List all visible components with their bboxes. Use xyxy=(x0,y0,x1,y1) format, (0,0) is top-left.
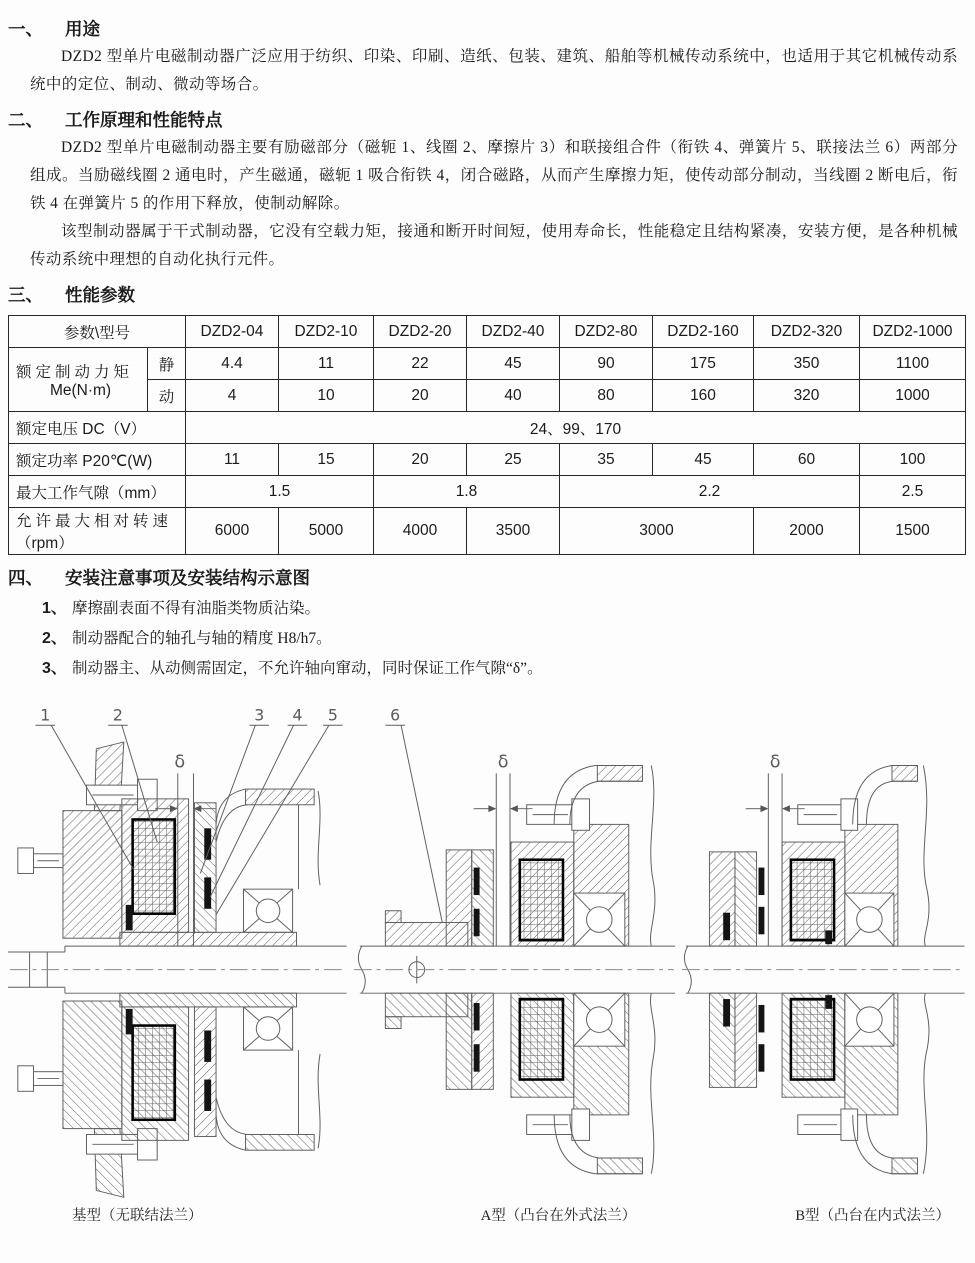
figure-captions xyxy=(8,1204,965,1225)
spring-leaf xyxy=(473,909,479,936)
list-item xyxy=(42,624,965,654)
value-cell: 100 xyxy=(860,444,966,476)
value-cell: 3500 xyxy=(467,508,560,555)
list-item-text: 制动器配合的轴孔与轴的精度 H8/h7。 xyxy=(72,630,332,647)
model-header: DZD2-20 xyxy=(374,316,467,348)
speed-label-cell xyxy=(9,508,186,555)
section-2-heading xyxy=(8,107,965,132)
value-cell: 60 xyxy=(754,444,860,476)
static-label-cell: 静 xyxy=(148,348,186,380)
caption-base-type: 基型（无联结法兰） xyxy=(72,1208,203,1224)
flange-web xyxy=(446,850,472,946)
table-row-power xyxy=(9,444,966,476)
value-cell: 15 xyxy=(279,444,374,476)
armature xyxy=(194,803,216,933)
value-cell: 350 xyxy=(754,348,860,380)
value-cell: 22 xyxy=(374,348,467,380)
break-line xyxy=(318,791,320,885)
coil xyxy=(791,860,834,940)
value-cell: 1.8 xyxy=(374,476,560,508)
value-cell: 5000 xyxy=(279,508,374,555)
value-cell: 10 xyxy=(279,380,374,412)
list-item xyxy=(42,594,965,624)
power-label-cell: 额定功率 P20℃(W) xyxy=(9,444,186,476)
section-2-number: 二、 xyxy=(8,110,43,130)
b-type-diagram xyxy=(680,700,965,1200)
list-item-text: 制动器主、从动侧需固定，不允许轴向窜动，同时保证工作气隙“δ”。 xyxy=(72,660,543,677)
flange-plate xyxy=(63,811,122,939)
base-type-diagram xyxy=(8,700,347,1200)
section-4-number: 四、 xyxy=(8,568,43,588)
callout-5: 5 xyxy=(327,705,338,725)
section-2-paragraph-1: DZD2 型单片电磁制动器主要有励磁部分（磁轭 1、线圈 2、摩擦片 3）和联接组合件（衔铁 4、弹簧片 5、联接法兰 6）两部分组成。当励磁线圈 2 通电时，产生磁通，磁轭 1 吸合衔铁 4，闭合磁路，从而产生摩擦力矩，使传动部分制动，当线圈 2 断电后，衔铁 4 在弹簧片 5 的作用下释放，使制动解除。 xyxy=(30,139,958,212)
section-3-title: 性能参数 xyxy=(65,285,135,305)
section-3-heading xyxy=(8,282,965,307)
value-cell: 160 xyxy=(653,380,754,412)
friction-lining xyxy=(826,930,833,944)
value-cell: 2.2 xyxy=(560,476,860,508)
value-cell: 320 xyxy=(754,380,860,412)
value-cell: 1500 xyxy=(860,508,966,555)
housing-top-curve-inner xyxy=(867,781,918,824)
table-row-gap xyxy=(9,476,966,508)
value-cell: 80 xyxy=(560,380,653,412)
model-header: DZD2-80 xyxy=(560,316,653,348)
section-4-title: 安装注意事项及安装结构示意图 xyxy=(65,568,310,588)
table-row-voltage xyxy=(9,412,966,444)
brake-assembly-lower-half xyxy=(710,993,930,1174)
spring-leaf xyxy=(759,868,765,895)
bearing-ball xyxy=(256,899,280,923)
speed-label-line1: 允许最大相对转速 xyxy=(16,513,173,530)
bolt-head xyxy=(18,848,34,874)
callout-2: 2 xyxy=(112,705,123,725)
value-cell: 2000 xyxy=(754,508,860,555)
torque-label-line1: 额定制动力矩 xyxy=(16,363,134,381)
value-cell: 6000 xyxy=(186,508,279,555)
torque-label-line2: Me(N·m) xyxy=(49,381,112,399)
list-item xyxy=(42,654,965,684)
section-2-title: 工作原理和性能特点 xyxy=(65,110,223,130)
housing-top-band xyxy=(597,766,642,782)
air-gap-delta-label: δ xyxy=(770,752,782,773)
value-cell: 3000 xyxy=(560,508,754,555)
list-item-number: 2、 xyxy=(42,630,67,647)
model-header: DZD2-04 xyxy=(186,316,279,348)
value-cell: 4 xyxy=(186,380,279,412)
spring-leaf xyxy=(204,877,211,908)
section-1-title: 用途 xyxy=(65,19,100,39)
break-line xyxy=(650,766,654,947)
air-gap-delta-label: δ xyxy=(174,752,186,773)
value-cell: 1.5 xyxy=(186,476,374,508)
callout-1: 1 xyxy=(40,705,51,725)
callout-3: 3 xyxy=(254,705,265,725)
value-cell: 20 xyxy=(374,444,467,476)
callout-4: 4 xyxy=(292,705,303,725)
value-cell: 2.5 xyxy=(860,476,966,508)
caption-b-type: B型（凸台在内式法兰） xyxy=(795,1208,951,1224)
gap-label-cell: 最大工作气隙（mm） xyxy=(9,476,186,508)
section-1-number: 一、 xyxy=(8,19,43,39)
section-1-paragraph: DZD2 型单片电磁制动器广泛应用于纺织、印染、印刷、造纸、包装、建筑、船舶等机械传动系统中，也适用于其它机械传动系统中的定位、制动、微动等场合。 xyxy=(30,48,958,93)
value-cell: 1100 xyxy=(860,348,966,380)
key-block xyxy=(724,913,731,940)
value-cell: 11 xyxy=(279,348,374,380)
air-gap-delta-label: δ xyxy=(497,752,509,773)
armature xyxy=(735,852,757,946)
spring-leaf xyxy=(473,868,479,895)
housing-top-band xyxy=(892,766,918,782)
spec-table xyxy=(8,315,966,555)
value-cell: 4000 xyxy=(374,508,467,555)
coil xyxy=(133,819,175,913)
voltage-label-cell: 额定电压 DC（V） xyxy=(9,412,186,444)
dynamic-label-cell: 动 xyxy=(148,380,186,412)
spring-leaf xyxy=(759,907,765,934)
inner-flange xyxy=(710,852,736,946)
value-cell: 11 xyxy=(186,444,279,476)
bearing-ball xyxy=(586,907,612,933)
value-cell: 4.4 xyxy=(186,348,279,380)
model-header: DZD2-160 xyxy=(653,316,754,348)
brake-assembly-lower-half xyxy=(385,993,655,1174)
value-cell: 90 xyxy=(560,348,653,380)
brake-assembly-upper-half xyxy=(18,742,320,946)
table-row-dynamic-torque xyxy=(9,380,966,412)
a-type-diagram xyxy=(352,700,676,1200)
installation-diagrams xyxy=(8,700,965,1200)
section-4-heading xyxy=(8,565,965,590)
value-cell: 45 xyxy=(653,444,754,476)
coil xyxy=(519,860,562,940)
break-line xyxy=(924,766,930,947)
torque-label-cell xyxy=(9,348,148,412)
section-3-number: 三、 xyxy=(8,285,43,305)
table-row-speed xyxy=(9,508,966,555)
value-cell: 40 xyxy=(467,380,560,412)
flange-lip xyxy=(385,911,401,923)
model-header: DZD2-320 xyxy=(754,316,860,348)
voltage-value-cell: 24、99、170 xyxy=(186,412,966,444)
top-bolt-head xyxy=(571,799,589,830)
top-bolt-head xyxy=(841,799,858,830)
value-cell: 175 xyxy=(653,348,754,380)
brake-assembly-upper-half xyxy=(710,766,930,947)
brake-assembly-upper-half xyxy=(385,766,655,947)
speed-label-line2: （rpm） xyxy=(16,535,74,552)
callout-6: 6 xyxy=(389,705,400,725)
model-header: DZD2-40 xyxy=(467,316,560,348)
friction-lining xyxy=(126,905,133,931)
section-1-heading xyxy=(8,16,965,41)
corner-cell: 参数\型号 xyxy=(9,316,186,348)
install-notes-list xyxy=(42,594,965,684)
list-item-number: 1、 xyxy=(42,600,67,617)
bell-housing-curve-inner xyxy=(216,805,247,842)
hub-sleeve xyxy=(120,932,297,946)
value-cell: 35 xyxy=(560,444,653,476)
table-row-static-torque xyxy=(9,348,966,380)
model-header: DZD2-1000 xyxy=(860,316,966,348)
brake-assembly-lower-half xyxy=(18,993,320,1197)
bearing-ball xyxy=(857,907,883,933)
table-header-row xyxy=(9,316,966,348)
list-item-number: 3、 xyxy=(42,660,67,677)
value-cell: 20 xyxy=(374,380,467,412)
list-item-text: 摩擦副表面不得有油脂类物质沾染。 xyxy=(72,600,321,617)
model-header: DZD2-10 xyxy=(279,316,374,348)
value-cell: 1000 xyxy=(860,380,966,412)
caption-a-type: A型（凸台在外式法兰） xyxy=(480,1208,637,1224)
section-2-paragraph-2: 该型制动器属于干式制动器，它没有空载力矩，接通和断开时间短，使用寿命长，性能稳定且结构紧凑，安装方便，是各种机械传动系统中理想的自动化执行元件。 xyxy=(30,223,958,268)
value-cell: 45 xyxy=(467,348,560,380)
value-cell: 25 xyxy=(467,444,560,476)
